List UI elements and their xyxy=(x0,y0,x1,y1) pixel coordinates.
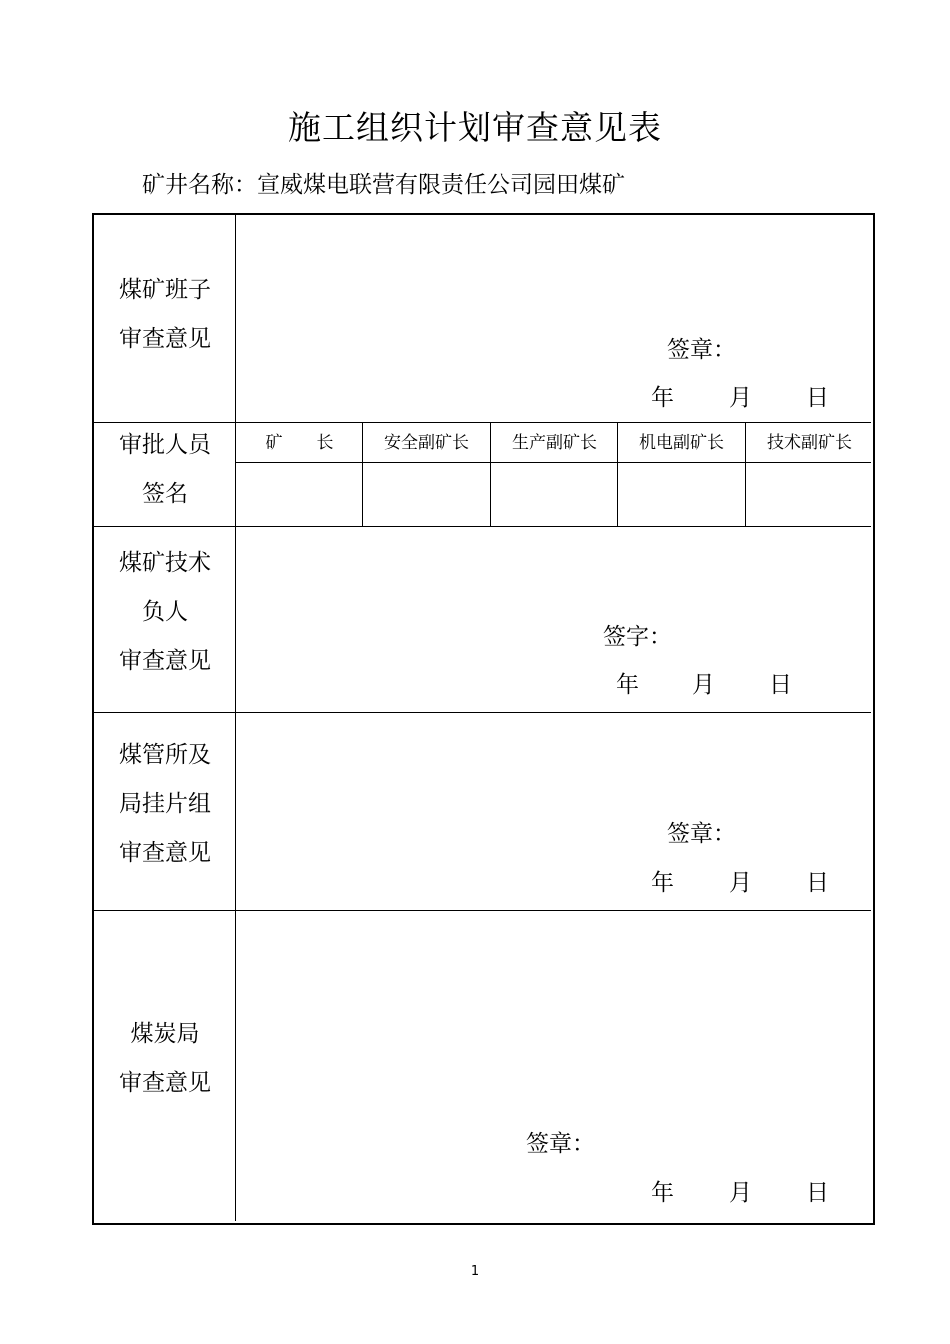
document-title: 施工组织计划审查意见表 xyxy=(288,108,662,147)
signature-cell[interactable] xyxy=(363,463,490,526)
role-electromechanical-deputy: 机电副矿长 xyxy=(639,433,724,453)
bureau-review-date: 年 月 日 xyxy=(651,1180,829,1206)
team-review-sign-label: 签章： xyxy=(667,337,736,363)
bureau-review-sign-label: 签章： xyxy=(526,1131,595,1157)
admin-review-label: 煤管所及 局挂片组 审查意见 xyxy=(119,742,211,866)
tech-review-sign-label: 签字： xyxy=(603,624,672,650)
approvers-label: 审批人员 签名 xyxy=(119,432,211,507)
signature-cell[interactable] xyxy=(746,463,871,526)
admin-review-sign-label: 签章： xyxy=(667,821,736,847)
mine-name: 矿井名称：宣威煤电联营有限责任公司园田煤矿 xyxy=(142,172,625,198)
team-review-date: 年 月 日 xyxy=(651,385,829,411)
row-divider xyxy=(94,910,871,911)
role-mine-director: 矿 长 xyxy=(265,433,334,453)
bureau-review-label: 煤炭局 审查意见 xyxy=(119,1021,211,1096)
page-number: 1 xyxy=(470,1264,480,1279)
tech-review-label: 煤矿技术 负人 审查意见 xyxy=(119,550,211,674)
role-safety-deputy: 安全副矿长 xyxy=(384,433,469,453)
row-divider xyxy=(94,526,871,527)
signature-cell[interactable] xyxy=(491,463,617,526)
signature-cell[interactable] xyxy=(618,463,745,526)
tech-review-date: 年 月 日 xyxy=(616,672,792,698)
signature-cell[interactable] xyxy=(236,463,362,526)
row-divider xyxy=(94,712,871,713)
role-production-deputy: 生产副矿长 xyxy=(512,433,597,453)
team-review-label: 煤矿班子 审查意见 xyxy=(119,277,211,352)
admin-review-date: 年 月 日 xyxy=(651,870,829,896)
role-technical-deputy: 技术副矿长 xyxy=(767,433,852,453)
